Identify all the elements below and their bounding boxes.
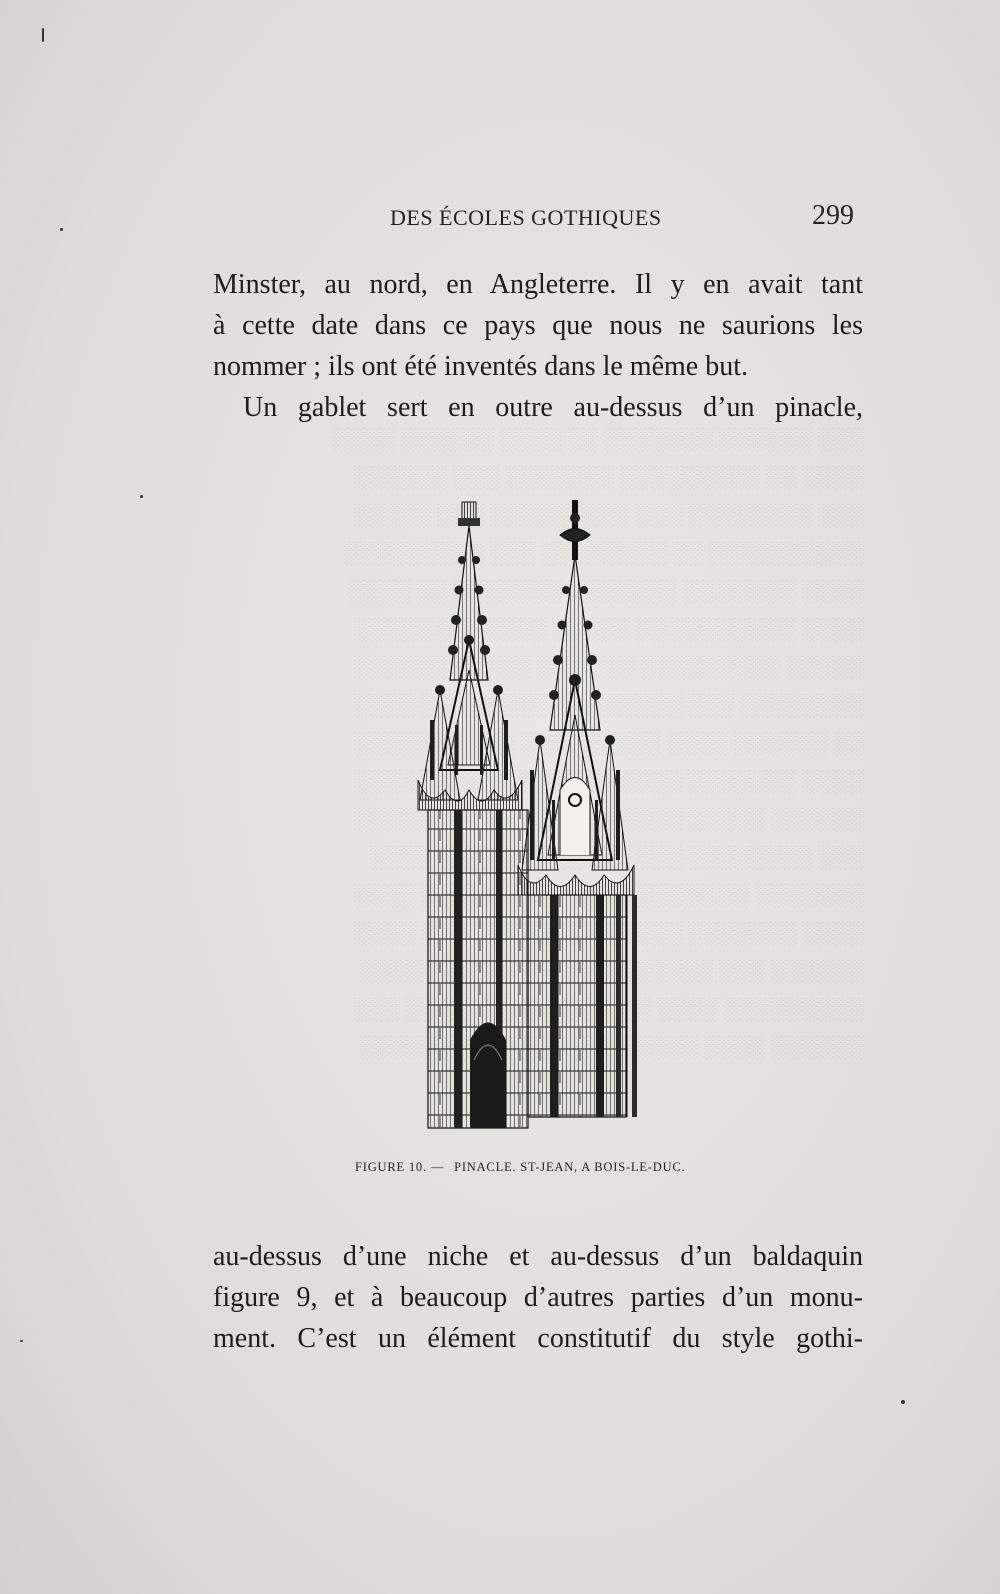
text-line: figure 9, et à beaucoup d’autres parties d’un monu- bbox=[213, 1282, 863, 1313]
bottom-paragraph bbox=[213, 1236, 863, 1359]
running-title: DES ÉCOLES GOTHIQUES bbox=[390, 205, 662, 230]
paper-speck bbox=[20, 1340, 23, 1342]
text-line: à cette date dans ce pays que nous ne saurions les bbox=[213, 310, 863, 341]
right-pinnacle bbox=[518, 500, 637, 1117]
page-number: 299 bbox=[812, 200, 854, 231]
paper-speck bbox=[60, 228, 63, 231]
figure-number: FIGURE 10. — bbox=[355, 1160, 445, 1174]
paper-speck bbox=[42, 28, 44, 42]
figure-title: PINACLE. ST-JEAN, A BOIS-LE-DUC. bbox=[454, 1160, 686, 1174]
paper-speck bbox=[140, 495, 143, 498]
pinnacle-engraving bbox=[410, 500, 670, 1140]
text-line: nommer ; ils ont été inventés dans le même but. bbox=[213, 351, 748, 382]
figure-caption bbox=[355, 1160, 691, 1175]
left-pinnacle bbox=[418, 502, 528, 1128]
bleed-through-text: ░░░ ░░░░░░ ░░░░░░░ ░░ ░░░░ ░░░░░░ ░░░░ ░░░░ ░░ ░░░░░░░░░ ░░░░░░░ ░░░ ░░░░░░ ░░░ ░░░░░░░░ ░░░ ░░░░░░░░░ ░░░ ░░░░░ ░░░░░░░░░░ ░░ ░░░░░░░░ ░░░ ░░░░░░░░░ ░░░░ ░░░░░ ░░ ░░░░░░░ ░░░░░░░ ░░ ░░░░ ░░░░ ░░░░░░░░ ░░ ░░░░░ ░░░░░░░ ░░░░░ ░░░░░ ░░░░░░░░░ ░░░ ░░░ ░░░░░ ░░░░░░ ░░░░░░░░ ░░░ ░░░░░░ ░░░░░░░░ ░░ ░░░░ ░░ ░░░░░░ ░░░░ ░░░░░░░░░ ░░░░░░░ ░░░░ ░░░░░░░ ░░░░ ░░░░░░░░ ░░░ ░░░░░░ ░░░░░ ░░░░ ░░░░░░░░ ░░░ ░░░░░░░░ ░░░ ░░░░░ ░░░░ ░░░░░░░ ░░ ░░░░░░░░░ ░░░░ ░░░░ ░░░░░░░ ░░░░░ ░░░░ ░░░░░░ ░░░ ░░░░░░░ ░░░░░░░░░ ░░░░ ░░░ ░░░░░░ ░░░░ bbox=[333, 426, 865, 1059]
text-line: Un gablet sert en outre au-dessus d’un pinacle, bbox=[243, 392, 863, 423]
text-line: au-dessus d’une niche et au-dessus d’un baldaquin bbox=[213, 1241, 863, 1272]
top-paragraph bbox=[213, 264, 863, 428]
paper-speck bbox=[901, 1400, 905, 1404]
text-line: Minster, au nord, en Angleterre. Il y en avait tant bbox=[213, 269, 863, 300]
text-line: ment. C’est un élément constitutif du style gothi- bbox=[213, 1323, 863, 1354]
